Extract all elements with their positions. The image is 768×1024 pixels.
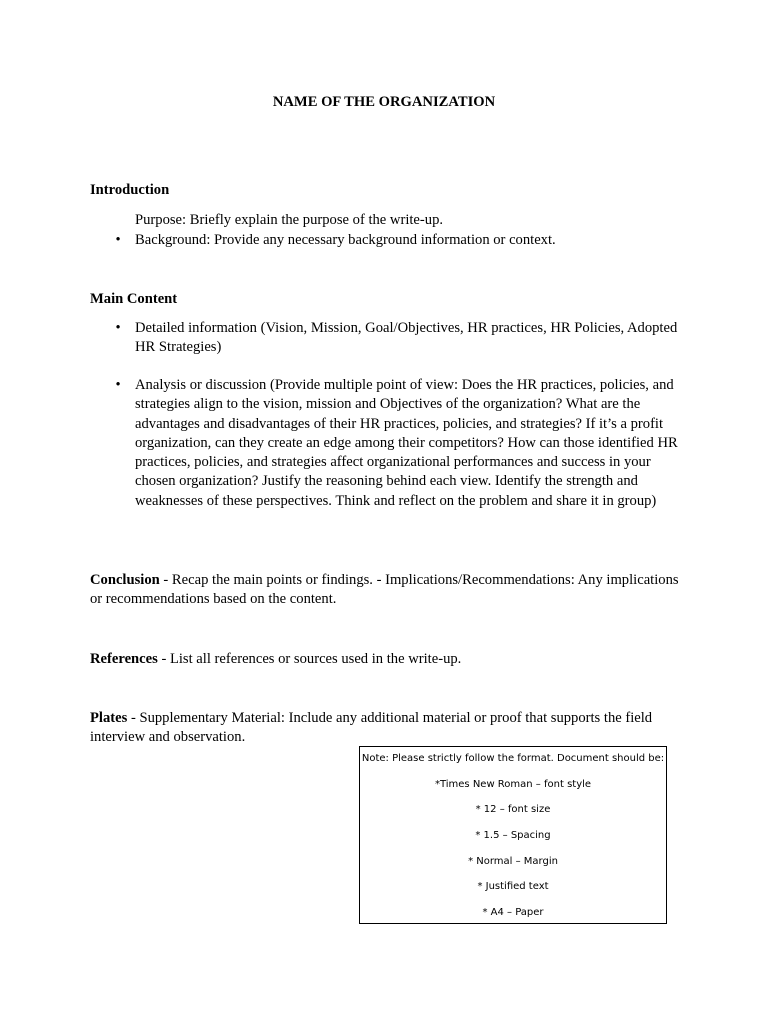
bullet-icon: •	[115, 377, 121, 393]
format-note-box	[359, 746, 667, 924]
bullet-icon: •	[115, 232, 121, 248]
note-line-5: * Normal – Margin	[468, 856, 558, 867]
main-content-heading: Main Content	[90, 291, 178, 307]
note-line-7: * A4 – Paper	[482, 907, 544, 918]
references-text: - List all references or sources used in the write-up.	[157, 651, 462, 667]
plates-text: - Supplementary Material: Include any additional material or proof that supports the field interview and observation.	[90, 710, 653, 746]
introduction-background: Background: Provide any necessary background information or context.	[135, 232, 556, 248]
introduction-purpose: Purpose: Briefly explain the purpose of the write-up.	[135, 212, 444, 228]
note-line-6: * Justified text	[477, 881, 549, 892]
conclusion-text: - Recap the main points or findings. - Implications/Recommendations: Any implications or recommendations based on the content.	[90, 572, 679, 608]
plates-paragraph	[90, 709, 680, 748]
note-line-4: * 1.5 – Spacing	[475, 830, 551, 841]
conclusion-label: Conclusion	[90, 572, 160, 588]
main-content-item-2-text: Analysis or discussion (Provide multiple point of view: Does the HR practices, policies, and strategies align to the vision, mission and Objectives of the organization? What are the advantages and disadvantages of their HR practices, policies, and strategies? If it’s a profit organization, can they create an edge among their competitors? How can those identified HR practices, policies, and strategies affect organizational performances and success in your chosen organization? Justify the reasoning behind each view. Identify the strength and weaknesses of these perspectives. Think and reflect on the problem and share it in group)	[135, 377, 678, 509]
references-paragraph	[90, 650, 680, 669]
page-title: NAME OF THE ORGANIZATION	[272, 94, 496, 110]
plates-label: Plates	[90, 710, 128, 726]
note-line-1: Note: Please strictly follow the format. Document should be:	[361, 753, 665, 764]
references-label: References	[90, 651, 158, 667]
introduction-heading: Introduction	[90, 182, 170, 198]
note-line-3: * 12 – font size	[475, 804, 551, 815]
main-content-item-1-text: Detailed information (Vision, Mission, Goal/Objectives, HR practices, HR Policies, Adopted HR Strategies)	[135, 320, 678, 356]
bullet-icon: •	[115, 320, 121, 336]
note-line-2: *Times New Roman – font style	[434, 779, 592, 790]
conclusion-paragraph	[90, 571, 680, 610]
